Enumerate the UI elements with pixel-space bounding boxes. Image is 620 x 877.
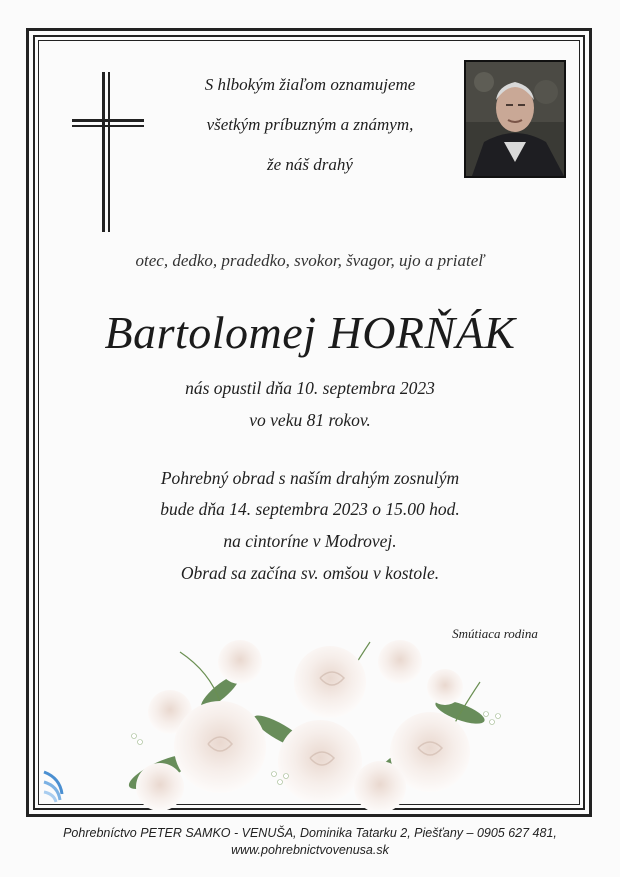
death-date-line: nás opustil dňa 10. septembra 2023 (185, 378, 435, 398)
funeral-line-1: Pohrebný obrad s naším drahým zosnulým (160, 468, 460, 488)
relations-line: otec, dedko, pradedko, svokor, švagor, ujo a priateľ (135, 251, 485, 270)
intro-line-1: S hlbokým žiaľom oznamujeme (204, 75, 416, 94)
footer-website: www.pohrebnictvovenusa.sk (231, 843, 389, 857)
funeral-line-2: bude dňa 14. septembra 2023 o 15.00 hod. (160, 499, 460, 519)
funeral-line-4: Obrad sa začína sv. omšou v kostole. (180, 563, 440, 583)
intro-line-3: že náš drahý (267, 155, 353, 174)
wave-logo-icon (40, 764, 76, 804)
signature: Smútiaca rodina (452, 626, 538, 641)
age-line: vo veku 81 rokov. (249, 410, 371, 430)
cross-icon (72, 72, 144, 232)
intro-line-2: všetkým príbuzným a známym, (206, 115, 414, 134)
funeral-line-3: na cintoríne v Modrovej. (223, 531, 397, 551)
roses-bouquet-image (100, 622, 520, 810)
deceased-name: Bartolomej HORŇÁK (104, 307, 516, 358)
footer-address: Pohrebníctvo PETER SAMKO - VENUŠA, Dominika Tatarku 2, Piešťany – 0905 627 481, (63, 826, 557, 840)
portrait-photo (464, 60, 566, 178)
